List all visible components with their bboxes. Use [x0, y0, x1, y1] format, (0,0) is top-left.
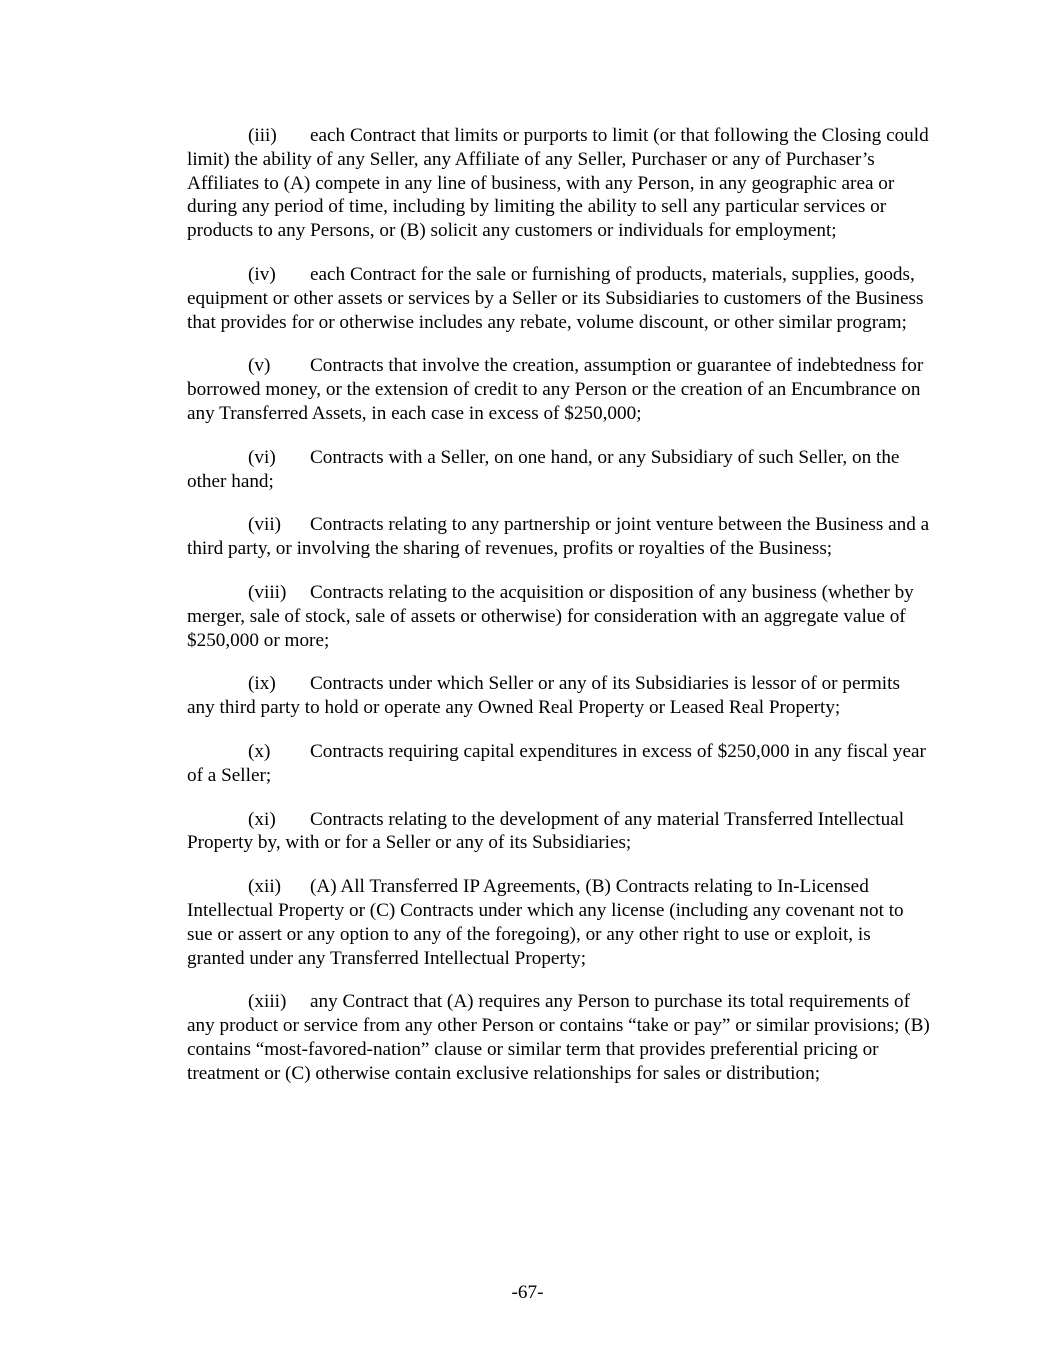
page-number: -67- [511, 1282, 544, 1303]
clause-x [187, 740, 932, 788]
clause-number: (ix) [248, 673, 276, 695]
clause-text: any Contract that (A) requires any Person to purchase its total requirements of any product or service from any other Person or contains “take or pay” or similar provisions; (B) contains “most-favored-nation” clause or similar term that provides preferential pricing or treatment or (C) otherwise contain exclusive relationships for sales or distribution; [187, 991, 930, 1084]
clause-text: Contracts requiring capital expenditures in excess of $250,000 in any fiscal year of a Seller; [187, 740, 926, 786]
clause-xi [187, 808, 932, 856]
clause-text: Contracts relating to any partnership or joint venture between the Business and a third party, or involving the sharing of revenues, profits or royalties of the Business; [187, 514, 930, 560]
clause-text: each Contract that limits or purports to limit (or that following the Closing could limit) the ability of any Seller, any Affiliate of any Seller, Purchaser or any of Purchaser’s Affiliates to (A) compete in any line of business, with any Person, in any geographic area or during any period of time, including by limiting the ability to sell any particular services or products to any Persons, or (B) solicit any customers or individuals for employment; [187, 125, 929, 242]
clause-number: (vii) [248, 514, 282, 536]
clause-text: (A) All Transferred IP Agreements, (B) Contracts relating to In-Licensed Intellectual Property or (C) Contracts under which any license (including any covenant not to sue or assert or any option to any of the foregoing), or any other right to use or exploit, is granted under any Transferred Intellectual Property; [187, 876, 904, 969]
clause-text: Contracts under which Seller or any of its Subsidiaries is lessor of or permits any third party to hold or operate any Owned Real Property or Leased Real Property; [187, 673, 900, 719]
clause-xiii [187, 990, 932, 1085]
clause-viii [187, 581, 932, 652]
clause-xii [187, 875, 932, 970]
clause-text: Contracts relating to the development of any material Transferred Intellectual Property by, with or for a Seller or any of its Subsidiaries; [187, 808, 905, 854]
clause-number: (xii) [248, 876, 282, 898]
clause-iii [187, 124, 932, 243]
clause-number: (xi) [248, 808, 276, 830]
clause-number: (viii) [248, 581, 287, 603]
clause-number: (xiii) [248, 991, 287, 1013]
clause-number: (x) [248, 740, 271, 762]
clause-number: (v) [248, 355, 271, 377]
clause-number: (iii) [248, 125, 277, 146]
clause-v [187, 354, 932, 425]
clause-vi [187, 446, 932, 494]
clause-list [187, 124, 932, 1106]
clause-number: (iv) [248, 263, 276, 285]
clause-text: Contracts relating to the acquisition or disposition of any business (whether by merger, sale of stock, sale of assets or otherwise) for consideration with an aggregate value of $250,000 or more; [187, 581, 914, 651]
clause-iv [187, 263, 932, 334]
clause-number: (vi) [248, 446, 276, 468]
clause-ix [187, 672, 932, 720]
clause-text: each Contract for the sale or furnishing of products, materials, supplies, goods, equipment or other assets or services by a Seller or its Subsidiaries to customers of the Business that provides for or otherwise includes any rebate, volume discount, or other similar program; [187, 263, 924, 333]
clause-vii [187, 513, 932, 561]
clause-text: Contracts that involve the creation, assumption or guarantee of indebtedness for borrowed money, or the extension of credit to any Person or the creation of an Encumbrance on any Transferred Assets, in each case in excess of $250,000; [187, 355, 924, 424]
clause-text: Contracts with a Seller, on one hand, or any Subsidiary of such Seller, on the other hand; [187, 446, 900, 492]
